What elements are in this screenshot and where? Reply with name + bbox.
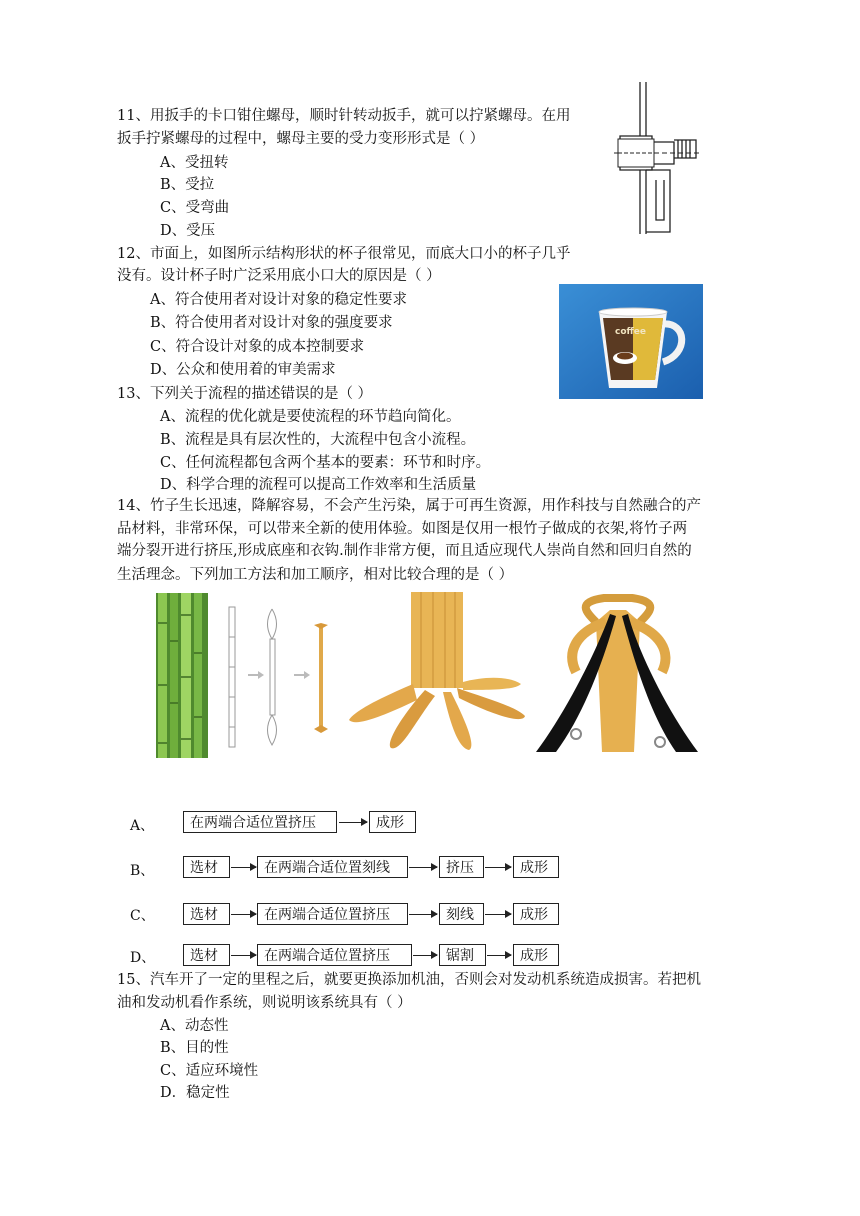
cup-text: coffee: [615, 327, 647, 337]
flow-d-arrow-2: [413, 955, 437, 956]
flow-b-arrow-2: [409, 867, 437, 868]
hanger-top-image: [536, 592, 700, 754]
q12-option-b[interactable]: B、符合使用者对设计对象的强度要求: [150, 315, 393, 331]
q15-option-a[interactable]: A、动态性: [160, 1018, 229, 1034]
flow-a-step-1: 在两端合适位置挤压: [183, 811, 337, 833]
flow-d-arrow-3: [487, 955, 511, 956]
q12-option-c[interactable]: C、符合设计对象的成本控制要求: [150, 339, 365, 355]
flow-d-step-2: 在两端合适位置挤压: [257, 944, 412, 966]
flow-b-step-4: 成形: [513, 856, 559, 878]
wrench-nut-figure: [612, 80, 702, 238]
q13-option-d[interactable]: D、科学合理的流程可以提高工作效率和生活质量: [160, 477, 477, 493]
flow-b-label[interactable]: B、: [130, 863, 155, 879]
flow-c-step-3: 刻线: [439, 903, 484, 925]
q15-stem-line2: 油和发动机看作系统，则说明该系统具有（ ）: [117, 995, 412, 1011]
q13-stem: 13、下列关于流程的描述错误的是（ ）: [117, 386, 373, 402]
flow-b-arrow-1: [231, 867, 256, 868]
q15-option-d[interactable]: D．稳定性: [160, 1085, 230, 1101]
q14-stem-line1: 14、竹子生长迅速，降解容易，不会产生污染，属于可再生资源，用作科技与自然融合的产: [117, 498, 701, 514]
flow-b-step-3: 挤压: [439, 856, 484, 878]
flow-d-step-1: 选材: [183, 944, 230, 966]
q11-stem-line1: 11、用扳手的卡口钳住螺母，顺时针转动扳手，就可以拧紧螺母。在用: [117, 108, 571, 124]
q11-option-d[interactable]: D、受压: [160, 223, 216, 239]
q14-stem-line3: 端分裂开进行挤压,形成底座和衣钩.制作非常方便，而且适应现代人崇尚自然和回归自然的: [117, 543, 692, 559]
q15-stem-line1: 15、汽车开了一定的里程之后，就要更换添加机油，否则会对发动机系统造成损害。若把机: [117, 972, 701, 988]
q15-option-c[interactable]: C、适应环境性: [160, 1063, 259, 1079]
flow-c-arrow-3: [485, 914, 511, 915]
flow-d-label[interactable]: D、: [130, 950, 156, 966]
q11-option-c[interactable]: C、受弯曲: [160, 200, 230, 216]
flow-a-arrow-1: [339, 822, 367, 823]
flow-c-step-1: 选材: [183, 903, 230, 925]
flow-d-step-4: 成形: [513, 944, 559, 966]
q14-stem-line4: 生活理念。下列加工方法和加工顺序，相对比较合理的是（ ）: [117, 567, 514, 583]
q12-stem-line2: 没有。设计杯子时广泛采用底小口大的原因是（ ）: [117, 268, 441, 284]
flow-b-step-1: 选材: [183, 856, 230, 878]
hanger-base-image: [345, 592, 531, 754]
bamboo-image: [156, 593, 208, 758]
flow-c-label[interactable]: C、: [130, 908, 155, 924]
q11-stem-line2: 扳手拧紧螺母的过程中，螺母主要的受力变形形式是（ ）: [117, 131, 485, 147]
flow-a-step-2: 成形: [369, 811, 416, 833]
q14-stem-line2: 品材料，非常环保，可以带来全新的使用体验。如图是仅用一根竹子做成的衣架,将竹子两: [117, 521, 688, 537]
flow-d-arrow-1: [231, 955, 256, 956]
q12-option-d[interactable]: D、公众和使用着的审美需求: [150, 362, 336, 378]
flow-b-arrow-3: [485, 867, 511, 868]
flow-c-step-4: 成形: [513, 903, 559, 925]
q13-option-b[interactable]: B、流程是具有层次性的，大流程中包含小流程。: [160, 432, 476, 448]
q13-option-a[interactable]: A、流程的优化就是要使流程的环节趋向简化。: [160, 409, 461, 425]
q12-option-a[interactable]: A、符合使用者对设计对象的稳定性要求: [150, 292, 407, 308]
q11-option-a[interactable]: A、受扭转: [160, 155, 229, 171]
flow-c-arrow-2: [409, 914, 437, 915]
q15-option-b[interactable]: B、目的性: [160, 1040, 229, 1056]
flow-c-step-2: 在两端合适位置挤压: [257, 903, 408, 925]
q11-option-b[interactable]: B、受拉: [160, 177, 215, 193]
flow-c-arrow-1: [231, 914, 256, 915]
bamboo-process-diagram: [222, 597, 337, 757]
q13-option-c[interactable]: C、任何流程都包含两个基本的要素：环节和时序。: [160, 455, 491, 471]
coffee-cup-image: [559, 284, 703, 399]
flow-b-step-2: 在两端合适位置刻线: [257, 856, 408, 878]
flow-d-step-3: 锯割: [439, 944, 486, 966]
q12-stem-line1: 12、市面上，如图所示结构形状的杯子很常见，而底大口小的杯子几乎: [117, 246, 571, 262]
flow-a-label[interactable]: A、: [130, 818, 155, 834]
